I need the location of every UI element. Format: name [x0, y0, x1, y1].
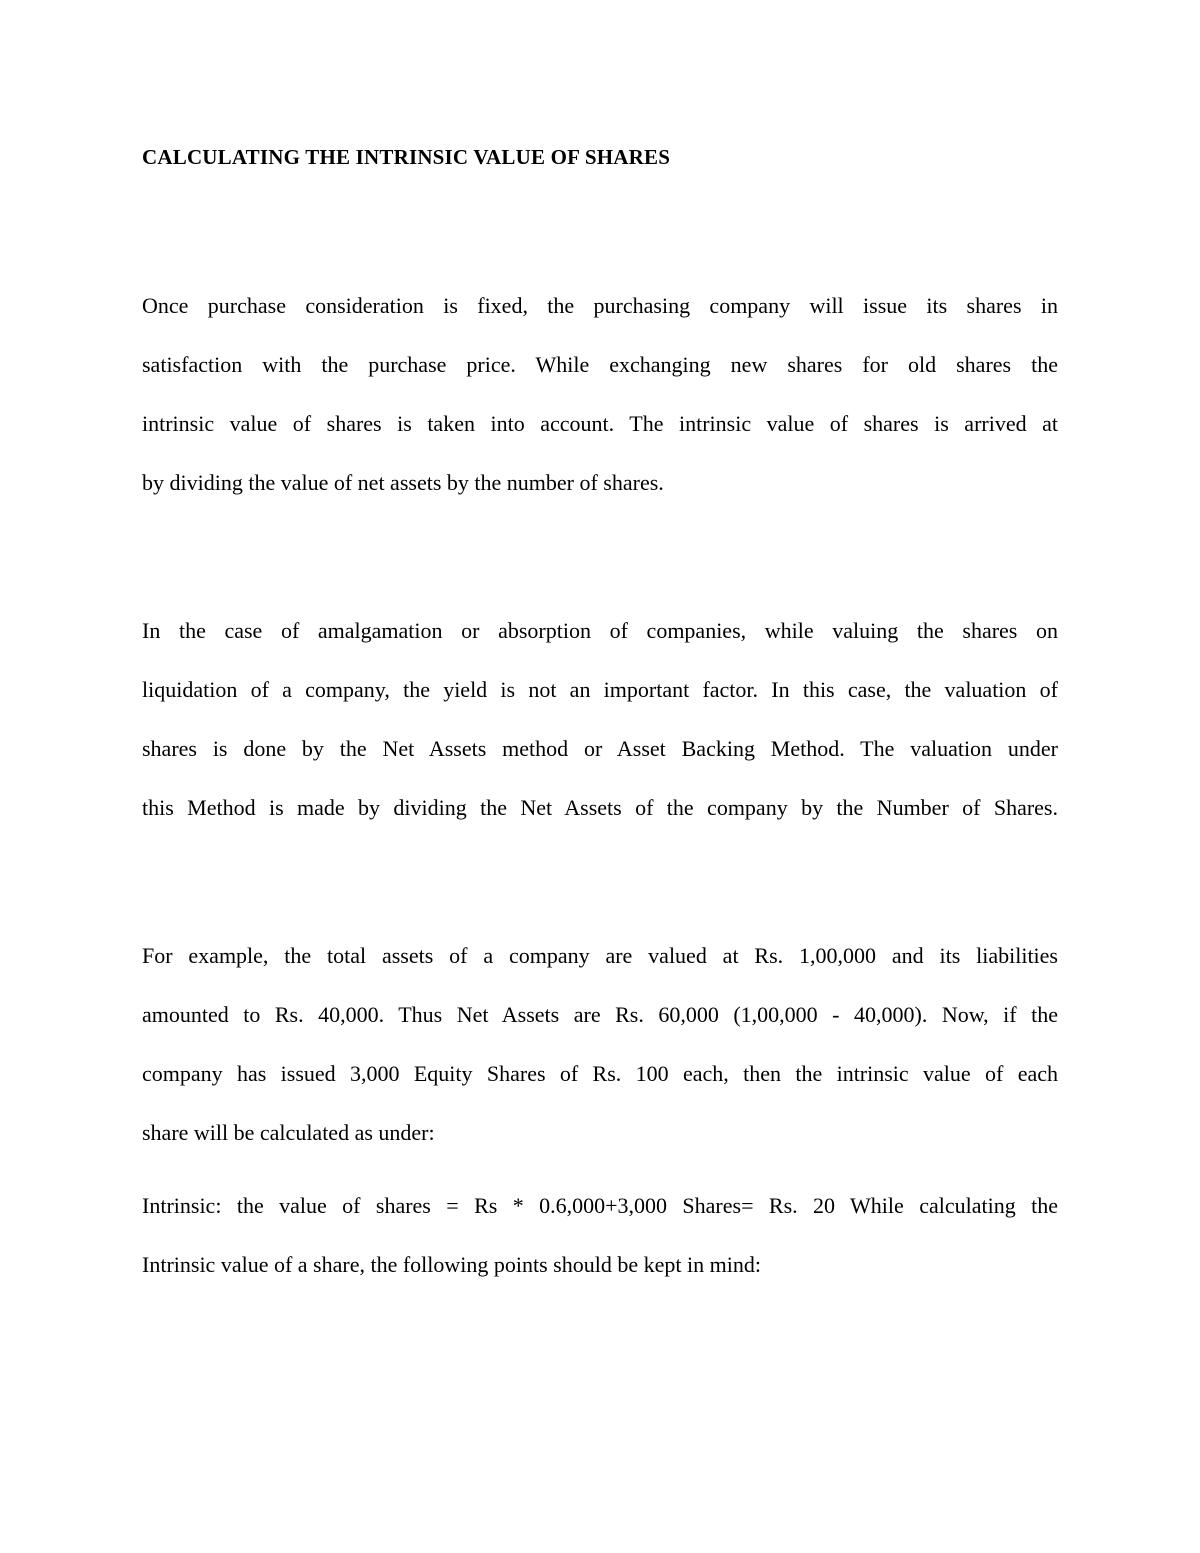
paragraph-line: amounted to Rs. 40,000. Thus Net Assets are Rs. 60,000 (1,00,000 - 40,000). Now, if the	[142, 1002, 1058, 1027]
paragraph-line: shares is done by the Net Assets method or Asset Backing Method. The valuation under	[142, 736, 1058, 761]
paragraph-4	[142, 1176, 1058, 1294]
paragraph-line: company has issued 3,000 Equity Shares of Rs. 100 each, then the intrinsic value of each	[142, 1061, 1058, 1086]
paragraph-line: this Method is made by dividing the Net Assets of the company by the Number of Shares.	[142, 795, 1058, 820]
paragraph-line: Intrinsic: the value of shares = Rs * 0.6,000+3,000 Shares= Rs. 20 While calculating the	[142, 1193, 1058, 1218]
paragraph-line: satisfaction with the purchase price. While exchanging new shares for old shares the	[142, 352, 1058, 377]
paragraph-line: In the case of amalgamation or absorption of companies, while valuing the shares on	[142, 618, 1058, 643]
paragraph-line: Intrinsic value of a share, the following points should be kept in mind:	[142, 1252, 761, 1277]
paragraph-line: liquidation of a company, the yield is not an important factor. In this case, the valuation of	[142, 677, 1058, 702]
paragraph-1	[142, 276, 1058, 512]
paragraph-2	[142, 601, 1058, 837]
paragraph-line: Once purchase consideration is fixed, the purchasing company will issue its shares in	[142, 293, 1058, 318]
paragraph-line: intrinsic value of shares is taken into account. The intrinsic value of shares is arrived at	[142, 411, 1058, 436]
paragraph-line: For example, the total assets of a company are valued at Rs. 1,00,000 and its liabilities	[142, 943, 1058, 968]
paragraph-line: by dividing the value of net assets by the number of shares.	[142, 470, 664, 495]
document-title: CALCULATING THE INTRINSIC VALUE OF SHARES	[142, 145, 671, 169]
paragraph-3	[142, 926, 1058, 1162]
paragraph-line: share will be calculated as under:	[142, 1120, 435, 1145]
